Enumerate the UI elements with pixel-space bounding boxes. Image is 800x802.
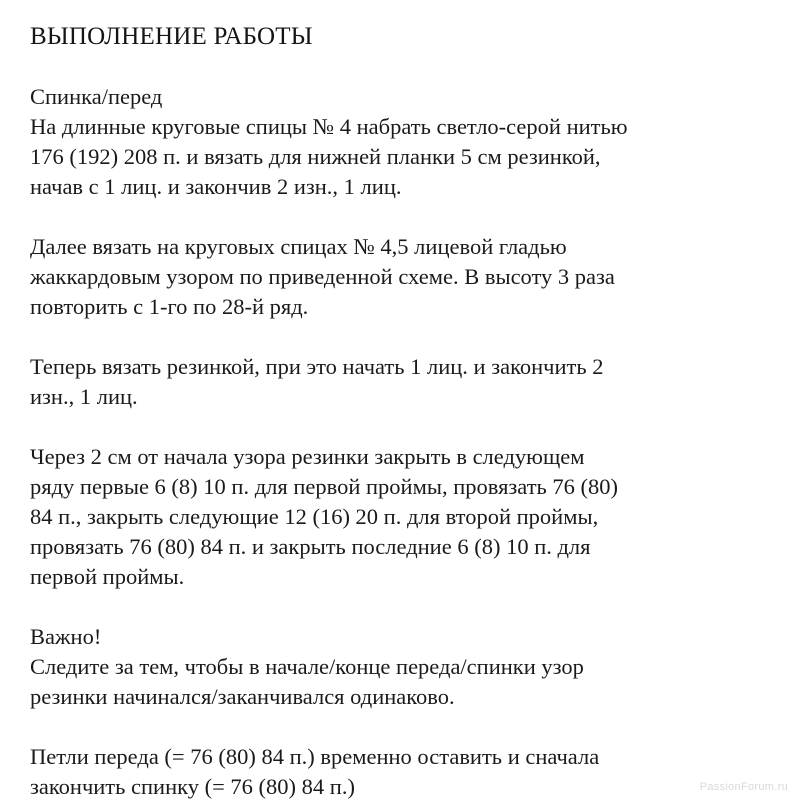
section-spacer — [30, 322, 772, 352]
section-line: первой проймы. — [30, 564, 185, 589]
section-important — [30, 622, 772, 712]
section-back-front — [30, 82, 772, 202]
title-spacer — [30, 52, 772, 82]
section-spacer — [30, 202, 772, 232]
section-line: ряду первые 6 (8) 10 п. для первой проймы, провязать 76 (80) — [30, 474, 619, 499]
section-line: Следите за тем, чтобы в начале/конце переда/спинки узор — [30, 654, 584, 679]
section-line: 176 (192) 208 п. и вязать для нижней планки 5 см резинкой, — [30, 144, 601, 169]
section-jacquard — [30, 232, 772, 322]
section-line: 84 п., закрыть следующие 12 (16) 20 п. для второй проймы, — [30, 504, 599, 529]
section-line: закончить спинку (= 76 (80) 84 п.) — [30, 774, 355, 799]
section-line: На длинные круговые спицы № 4 набрать светло-серой нитью — [30, 114, 628, 139]
section-line: Петли переда (= 76 (80) 84 п.) временно оставить и сначала — [30, 744, 600, 769]
section-line: повторить с 1-го по 28-й ряд. — [30, 294, 309, 319]
section-ribbing — [30, 352, 772, 412]
section-heading: Важно! — [30, 624, 102, 649]
section-spacer — [30, 592, 772, 622]
section-spacer — [30, 412, 772, 442]
page-title: ВЫПОЛНЕНИЕ РАБОТЫ — [30, 23, 313, 50]
section-armholes — [30, 442, 772, 592]
section-line: провязать 76 (80) 84 п. и закрыть последние 6 (8) 10 п. для — [30, 534, 591, 559]
section-heading: Спинка/перед — [30, 84, 163, 109]
section-line: Через 2 см от начала узора резинки закрыть в следующем — [30, 444, 585, 469]
section-spacer — [30, 712, 772, 742]
section-line: Далее вязать на круговых спицах № 4,5 лицевой гладью — [30, 234, 567, 259]
section-front-stitches — [30, 742, 772, 802]
section-line: изн., 1 лиц. — [30, 384, 138, 409]
site-watermark: PassionForum.ru — [699, 781, 788, 793]
section-line: начав с 1 лиц. и закончив 2 изн., 1 лиц. — [30, 174, 402, 199]
section-line: резинки начинался/заканчивался одинаково. — [30, 684, 455, 709]
section-line: Теперь вязать резинкой, при это начать 1 лиц. и закончить 2 — [30, 354, 604, 379]
section-line: жаккардовым узором по приведенной схеме. В высоту 3 раза — [30, 264, 615, 289]
